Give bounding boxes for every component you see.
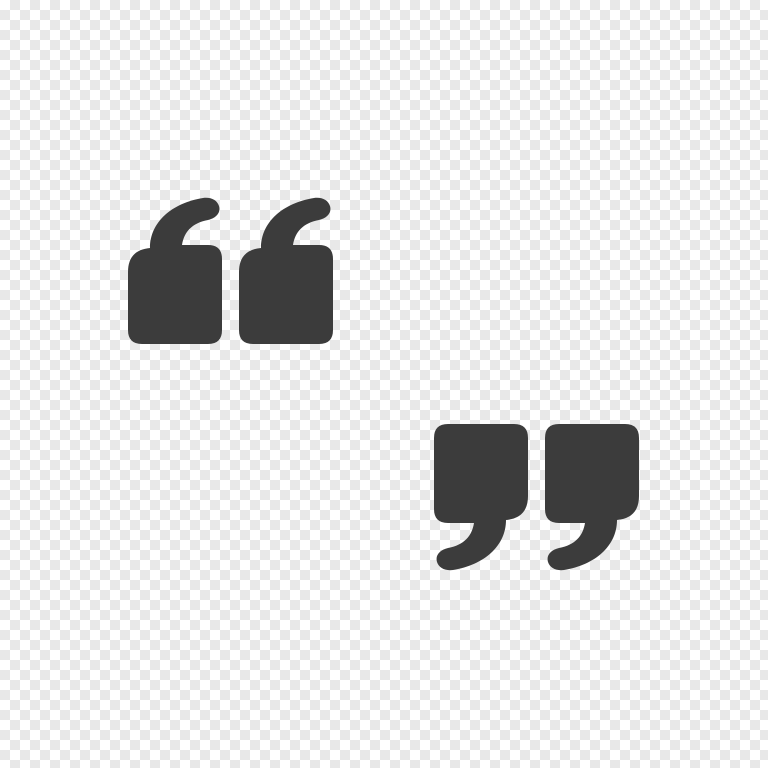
closing-quote-icon <box>434 424 639 570</box>
closing-quote-right-glyph <box>545 424 639 570</box>
opening-quote-left-glyph <box>128 198 222 344</box>
closing-quote-left-glyph <box>434 424 528 570</box>
opening-quote-icon <box>128 198 333 344</box>
opening-quote-right-glyph <box>239 198 333 344</box>
